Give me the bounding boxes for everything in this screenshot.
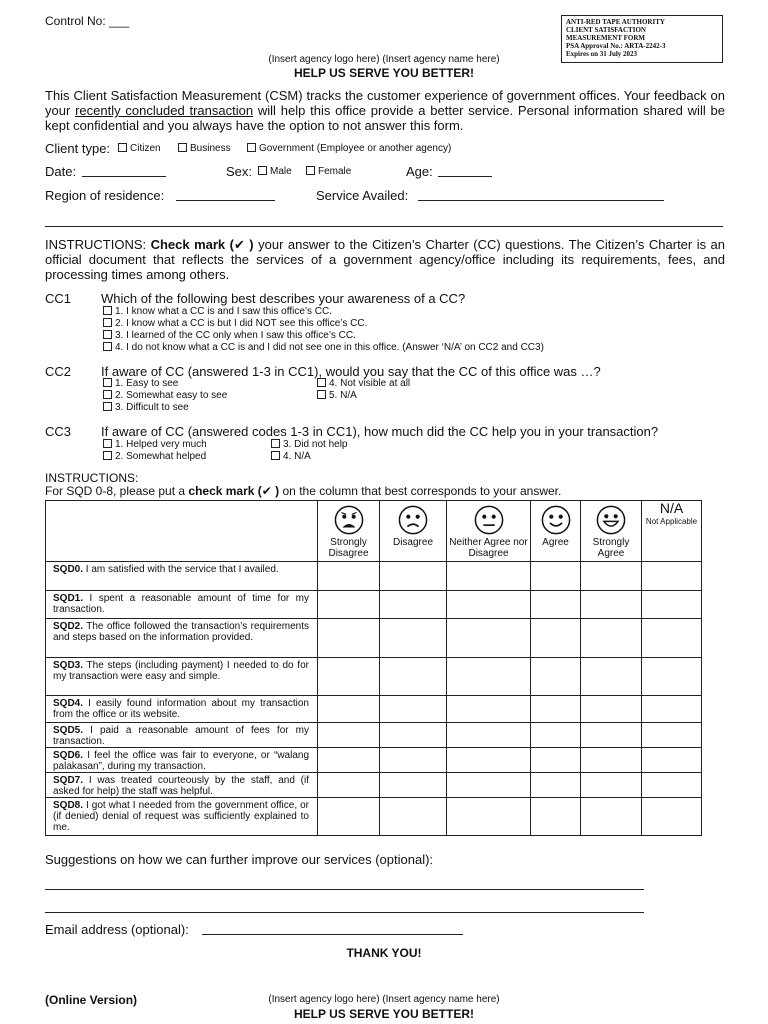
answer-cell[interactable] — [531, 696, 581, 723]
answer-cell[interactable] — [531, 773, 581, 798]
answer-cell[interactable] — [447, 562, 531, 591]
answer-cell[interactable] — [581, 773, 642, 798]
checkbox-icon — [247, 143, 256, 152]
scale-agree — [531, 501, 581, 562]
arta-box-line: CLIENT SATISFACTION — [566, 26, 646, 34]
divider — [45, 226, 723, 227]
answer-cell[interactable] — [380, 723, 447, 748]
very-sad-face-icon — [334, 505, 364, 535]
answer-cell[interactable] — [531, 658, 581, 696]
answer-cell[interactable] — [318, 696, 380, 723]
answer-cell[interactable] — [318, 798, 380, 836]
service-field[interactable] — [418, 189, 664, 201]
answer-cell[interactable] — [581, 591, 642, 619]
checkbox-icon — [258, 166, 267, 175]
online-version-label: (Online Version) — [45, 993, 138, 1007]
intro-text: This Client Satisfaction Measurement (CSM) tracks the customer experience of government offices. Your feedback on your — [45, 88, 725, 118]
answer-cell[interactable] — [380, 658, 447, 696]
happy-face-icon — [541, 505, 571, 535]
sex-female[interactable]: Female — [306, 166, 351, 178]
cc2-option-5[interactable]: 5. N/A — [317, 390, 357, 402]
answer-cell[interactable] — [642, 723, 702, 748]
answer-cell[interactable] — [447, 658, 531, 696]
email-field[interactable] — [202, 923, 463, 935]
answer-cell[interactable] — [581, 798, 642, 836]
checkbox-icon — [103, 402, 112, 411]
sqd-table — [45, 500, 702, 836]
answer-cell[interactable] — [642, 748, 702, 773]
sqd-question: SQD6. I feel the office was fair to everyone, or “walang palakasan”, during my transaction. — [46, 748, 318, 773]
cc1-option-3[interactable]: 3. I learned of the CC only when I saw this office’s CC. — [103, 330, 356, 342]
cc2-option-3[interactable]: 3. Difficult to see — [103, 402, 189, 414]
cc2-code: CC2 — [45, 364, 72, 379]
answer-cell[interactable] — [531, 723, 581, 748]
cc1-option-2[interactable]: 2. I know what a CC is but I did NOT see this office’s CC. — [103, 318, 367, 330]
answer-cell[interactable] — [581, 658, 642, 696]
intro-underlined: recently concluded transaction — [75, 103, 254, 118]
answer-cell[interactable] — [380, 773, 447, 798]
age-field[interactable] — [438, 165, 492, 177]
agency-line: (Insert agency logo here) (Insert agency name here) — [268, 994, 500, 1005]
answer-cell[interactable] — [581, 619, 642, 658]
sqd-row — [46, 619, 702, 658]
scale-label: Neither Agree nor Disagree — [449, 537, 528, 559]
answer-cell[interactable] — [642, 591, 702, 619]
very-happy-face-icon — [596, 505, 626, 535]
scale-label: Disagree — [392, 537, 434, 548]
answer-cell[interactable] — [380, 562, 447, 591]
cc2-option-4[interactable]: 4. Not visible at all — [317, 378, 410, 390]
suggestions-label: Suggestions on how we can further improve our services (optional): — [45, 852, 434, 867]
answer-cell[interactable] — [318, 658, 380, 696]
na-subheading: Not Applicable — [645, 517, 698, 526]
answer-cell[interactable] — [581, 723, 642, 748]
answer-cell[interactable] — [380, 798, 447, 836]
checkbox-icon — [103, 342, 112, 351]
sqd-row — [46, 748, 702, 773]
answer-cell[interactable] — [447, 619, 531, 658]
answer-cell[interactable] — [447, 773, 531, 798]
answer-cell[interactable] — [318, 723, 380, 748]
scale-disagree — [380, 501, 447, 562]
region-field[interactable] — [176, 189, 275, 201]
answer-cell[interactable] — [642, 562, 702, 591]
intro-paragraph — [45, 88, 725, 133]
checkbox-icon — [178, 143, 187, 152]
sqd-row — [46, 798, 702, 836]
thank-you: THANK YOU! — [346, 946, 422, 960]
sqd-question: SQD1. I spent a reasonable amount of time for my transaction. — [46, 591, 318, 619]
cc2-question: If aware of CC (answered 1-3 in CC1), would you say that the CC of this office was …? — [101, 364, 601, 379]
checkbox-icon — [306, 166, 315, 175]
answer-cell[interactable] — [581, 696, 642, 723]
arta-box-line: MEASUREMENT FORM — [566, 34, 646, 42]
form-title: HELP US SERVE YOU BETTER! — [293, 66, 475, 80]
intro-text: will help this office provide a better service. Personal information shared will be kept confidential and you always have the option to not answer this form. — [45, 103, 725, 133]
cc1-option-4[interactable]: 4. I do not know what a CC is and I did not see one in this office. (Answer ‘N/A’ on CC2 and CC3) — [103, 342, 544, 354]
sqd-instructions: For SQD 0-8, please put a check mark (✔ ) on the column that best corresponds to your answer. — [45, 484, 562, 498]
sqd-instructions-heading: INSTRUCTIONS: — [45, 471, 139, 485]
cc3-option-2[interactable]: 2. Somewhat helped — [103, 451, 206, 463]
scale-strongly-agree — [581, 501, 642, 562]
checkbox-icon — [103, 390, 112, 399]
scale-label: Agree — [542, 537, 569, 548]
sqd-row — [46, 723, 702, 748]
checkbox-icon — [103, 451, 112, 460]
email-label: Email address (optional): — [45, 922, 189, 937]
answer-cell[interactable] — [318, 562, 380, 591]
sqd-row — [46, 696, 702, 723]
cc3-option-3[interactable]: 3. Did not help — [271, 439, 348, 451]
na-heading: N/A — [659, 500, 684, 516]
answer-cell[interactable] — [581, 562, 642, 591]
answer-cell[interactable] — [318, 619, 380, 658]
arta-box-line: ANTI-RED TAPE AUTHORITY — [566, 18, 665, 26]
cc-instructions: INSTRUCTIONS: Check mark (✔ ) your answer to the Citizen’s Charter (CC) questions. The Citizen’s Charter is an official document that reflects the services of a government agency/office including its requirements, fees, and processing times among others. — [45, 237, 726, 282]
arta-box-line: PSA Approval No.: ARTA-2242-3 — [566, 42, 666, 50]
answer-cell[interactable] — [642, 696, 702, 723]
checkbox-icon — [271, 439, 280, 448]
sqd-question: SQD2. The office followed the transaction’s requirements and steps based on the information provided. — [46, 619, 318, 658]
arta-box-line: Expires on 31 July 2023 — [566, 50, 638, 58]
header-blank-cell — [46, 501, 318, 562]
answer-cell[interactable] — [318, 591, 380, 619]
answer-cell[interactable] — [380, 696, 447, 723]
scale-neutral — [447, 501, 531, 562]
answer-cell[interactable] — [447, 696, 531, 723]
sex-male[interactable]: Male — [258, 166, 292, 178]
answer-cell[interactable] — [447, 723, 531, 748]
answer-cell[interactable] — [531, 562, 581, 591]
answer-cell[interactable] — [642, 798, 702, 836]
service-label: Service Availed: — [316, 188, 409, 203]
cc1-question: Which of the following best describes your awareness of a CC? — [101, 291, 466, 306]
sqd-question: SQD0. I am satisfied with the service that I availed. — [46, 562, 318, 591]
date-label: Date: — [45, 164, 77, 179]
scale-strongly-disagree — [318, 501, 380, 562]
answer-cell[interactable] — [447, 591, 531, 619]
sqd-row — [46, 658, 702, 696]
checkbox-icon — [271, 451, 280, 460]
suggestions-line-1[interactable] — [45, 889, 644, 890]
sad-face-icon — [398, 505, 428, 535]
cc2-option-1[interactable]: 1. Easy to see — [103, 378, 178, 390]
sqd-row — [46, 591, 702, 619]
agency-line: (Insert agency logo here) (Insert agency name here) — [268, 54, 500, 65]
cc1-code: CC1 — [45, 291, 72, 306]
answer-cell[interactable] — [318, 748, 380, 773]
scale-label: Strongly Agree — [592, 537, 630, 559]
checkbox-icon — [103, 439, 112, 448]
checkbox-icon — [118, 143, 127, 152]
checkbox-icon — [103, 306, 112, 315]
cc3-option-1[interactable]: 1. Helped very much — [103, 439, 207, 451]
checkbox-icon — [103, 318, 112, 327]
cc1-option-1[interactable]: 1. I know what a CC is and I saw this office’s CC. — [103, 306, 332, 318]
answer-cell[interactable] — [581, 748, 642, 773]
answer-cell[interactable] — [642, 619, 702, 658]
sqd-question: SQD5. I paid a reasonable amount of fees for my transaction. — [46, 723, 318, 748]
suggestions-line-2[interactable] — [45, 912, 644, 913]
answer-cell[interactable] — [531, 798, 581, 836]
sex-label: Sex: — [226, 164, 253, 179]
sqd-question: SQD7. I was treated courteously by the staff, and (if asked for help) the staff was helpful. — [46, 773, 318, 798]
date-field[interactable] — [82, 165, 166, 177]
checkbox-icon — [103, 330, 112, 339]
scale-not-applicable — [642, 501, 702, 562]
sqd-question: SQD8. I got what I needed from the government office, or (if denied) denial of request was sufficiently explained to me. — [46, 798, 318, 836]
sqd-row — [46, 773, 702, 798]
checkbox-icon — [317, 390, 326, 399]
answer-cell[interactable] — [318, 773, 380, 798]
answer-cell[interactable] — [531, 591, 581, 619]
answer-cell[interactable] — [642, 658, 702, 696]
client-type-citizen[interactable]: Citizen — [118, 143, 161, 155]
answer-cell[interactable] — [447, 748, 531, 773]
answer-cell[interactable] — [531, 748, 581, 773]
sqd-row — [46, 562, 702, 591]
cc3-code: CC3 — [45, 424, 72, 439]
scale-label: Strongly Disagree — [328, 537, 369, 559]
answer-cell[interactable] — [380, 619, 447, 658]
checkbox-icon — [317, 378, 326, 387]
answer-cell[interactable] — [447, 798, 531, 836]
client-type-government[interactable]: Government (Employee or another agency) — [247, 143, 451, 155]
checkbox-icon — [103, 378, 112, 387]
region-label: Region of residence: — [45, 188, 165, 203]
form-title: HELP US SERVE YOU BETTER! — [293, 1007, 475, 1021]
sqd-question: SQD4. I easily found information about my transaction from the office or its website. — [46, 696, 318, 723]
answer-cell[interactable] — [642, 773, 702, 798]
cc2-option-2[interactable]: 2. Somewhat easy to see — [103, 390, 227, 402]
control-number: Control No: ___ — [45, 14, 130, 28]
answer-cell[interactable] — [380, 591, 447, 619]
neutral-face-icon — [474, 505, 504, 535]
age-label: Age: — [406, 164, 433, 179]
cc3-option-4[interactable]: 4. N/A — [271, 451, 311, 463]
cc3-question: If aware of CC (answered codes 1-3 in CC1), how much did the CC help you in your transaction? — [101, 424, 659, 439]
answer-cell[interactable] — [531, 619, 581, 658]
client-type-business[interactable]: Business — [178, 143, 231, 155]
answer-cell[interactable] — [380, 748, 447, 773]
client-type-label: Client type: — [45, 141, 111, 156]
sqd-header-row — [46, 501, 702, 562]
sqd-question: SQD3. The steps (including payment) I needed to do for my transaction were easy and simple. — [46, 658, 318, 696]
